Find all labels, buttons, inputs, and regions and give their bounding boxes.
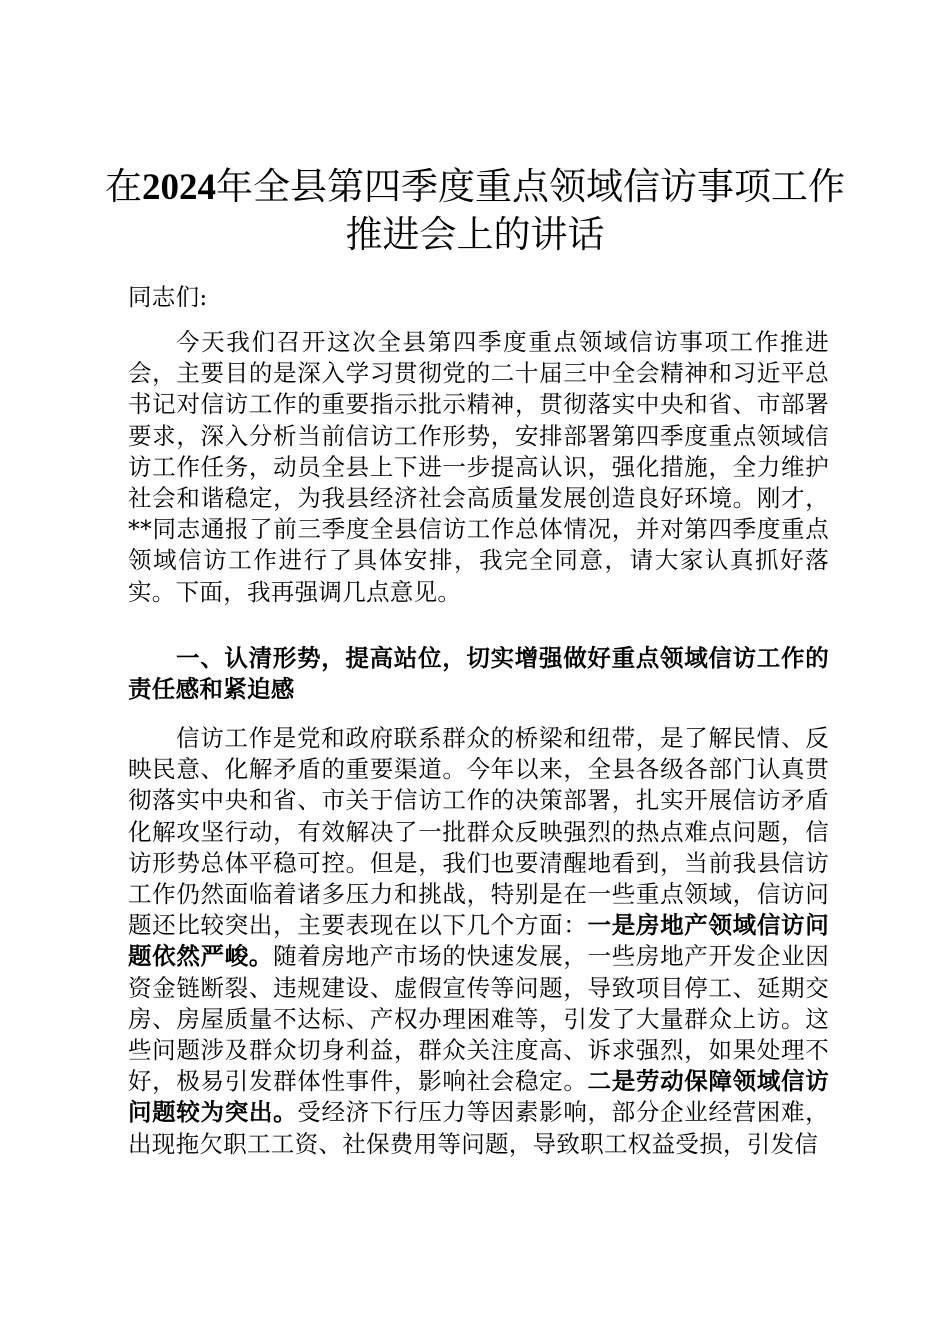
salutation: 同志们: (128, 283, 208, 311)
title-prefix: 在 (105, 165, 142, 208)
section-heading: 一、认清形势，提高站位，切实增强做好重点领域信访工作的责任感和紧迫感 (128, 644, 829, 704)
section-paragraph (128, 723, 829, 1160)
key-point-housing: 一是房地产领域信访问题依然严峻。 (128, 911, 830, 971)
title-year: 2024 (142, 167, 216, 208)
document-title (100, 163, 850, 258)
paragraph-text: 信访工作是党和政府联系群众的桥梁和纽带，是了解民情、反映民意、化解矛盾的重要渠道。今年以来，全县各级各部门认真贯彻落实中央和省、市关于信访工作的决策部署，扎实开展信访矛盾化解攻坚行动，有效解决了一批群众反映强烈的热点难点问题，信访形势总体平稳可控。但是，我们也要清醒地看到，当前我县信访工作仍然面临着诸多压力和挑战，特别是在一些重点领域，信访问题还比较突出，主要表现在以下几个方面： (128, 724, 829, 940)
title-rest: 年全县第四季度重点领域信访事项工作推进会上的讲话 (216, 165, 845, 256)
paragraph-text: 受经济下行压力等因素影响，部分企业经营困难，出现拖欠职工工资、社保费用等问题，导致职工权益受损，引发信 (128, 1098, 829, 1158)
key-point-labor: 二是劳动保障领域信访问题较为突出。 (128, 1067, 830, 1127)
paragraph-text: 随着房地产市场的快速发展，一些房地产开发企业因资金链断裂、违规建设、虚假宣传等问题，导致项目停工、延期交房、房屋质量不达标、产权办理困难等，引发了大量群众上访。这些问题涉及群众切身利益，群众关注度高、诉求强烈，如果处理不好，极易引发群体性事件，影响社会稳定。 (128, 942, 829, 1096)
intro-paragraph: 今天我们召开这次全县第四季度重点领域信访事项工作推进会，主要目的是深入学习贯彻党的二十届三中全会精神和习近平总书记对信访工作的重要指示批示精神，贯彻落实中央和省、市部署要求，深入分析当前信访工作形势，安排部署第四季度重点领域信访工作任务，动员全县上下进一步提高认识，强化措施，全力维护社会和谐稳定，为我县经济社会高质量发展创造良好环境。刚才，**同志通报了前三季度全县信访工作总体情况，并对第四季度重点领域信访工作进行了具体安排，我完全同意，请大家认真抓好落实。下面，我再强调几点意见。 (128, 328, 829, 606)
